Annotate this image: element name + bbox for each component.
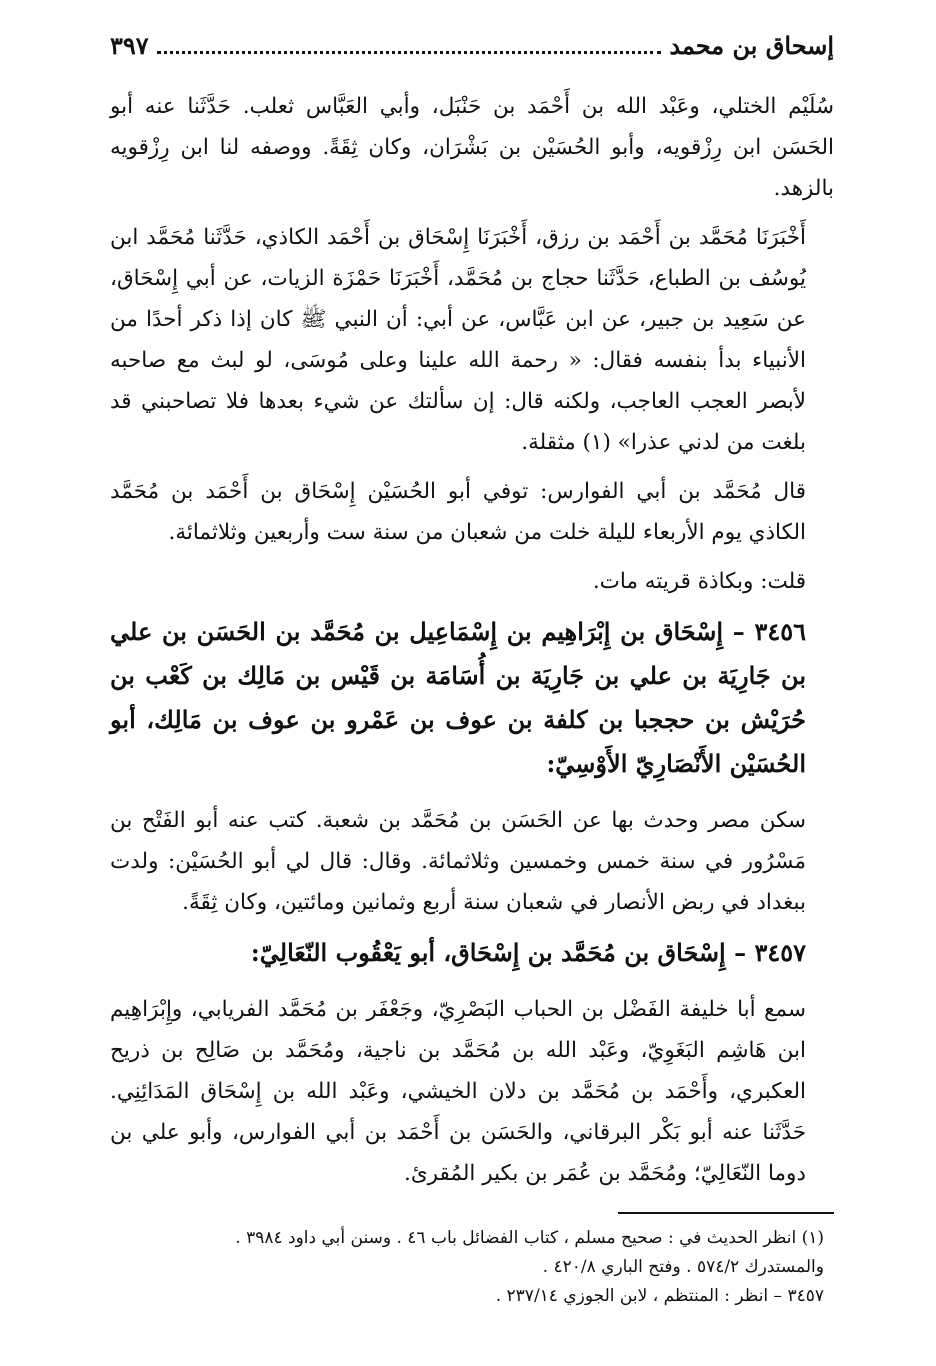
footnotes bbox=[110, 1224, 834, 1311]
page-number: ٣٩٧ bbox=[110, 31, 149, 60]
entry-heading-3456 bbox=[110, 610, 834, 786]
paragraph-2: أَخْبَرَنَا مُحَمَّد بن أَحْمَد بن رزق، أَخْبَرَنَا إِسْحَاق بن أَحْمَد الكاذي، حَدَّثَنا مُحَمَّد ابن يُوسُف بن الطباع، حَدَّثَنا حجاج بن مُحَمَّد، أَخْبَرَنَا حَمْزَة الزيات، عن أبي إِسْحَاق، عن سَعِيد بن جبير، عن ابن عَبَّاس، عن أبي: أن النبي ﷺ كان إذا ذكر أحدًا من الأنبياء بدأ بنفسه فقال: « رحمة الله علينا وعلى مُوسَى، لو لبث مع صاحبه لأبصر العجب العاجب، ولكنه قال: إن سألتك عن شيء بعدها فلا تصاحبني قد بلغت من لدني عذرا» (١) مثقلة. bbox=[110, 225, 806, 455]
main-text bbox=[110, 86, 834, 1194]
entry-title-3456: إِسْحَاق بن إِبْرَاهِيم بن إِسْمَاعِيل بن مُحَمَّد بن الحَسَن بن علي بن جَارِيَة بن علي بن جَارِيَة بن أُسَامَة بن قَيْس بن مَالِك بن كَعْب بن حُرَيْش بن حججبا بن كلفة بن عوف بن عَمْرو بن عوف بن مَالِك، أبو الحُسَيْن الأَنْصَارِيّ الأَوْسِيّ: bbox=[110, 617, 806, 778]
book-page bbox=[110, 28, 834, 1311]
header-dot-leader bbox=[157, 51, 662, 54]
entry-number-3457: ٣٤٥٧ – bbox=[734, 938, 806, 967]
footnote-1 bbox=[110, 1224, 834, 1282]
paragraph-1: سُلَيْم الختلي، وعَبْد الله بن أَحْمَد بن حَنْبَل، وأبي العَبَّاس ثعلب. حَدَّثَنا عنه أبو الحَسَن ابن رِزْقويه، وأبو الحُسَيْن بن بَشْرَان، وكان ثِقَةً. ووصفه لنا ابن رِزْقويه بالزهد. bbox=[110, 94, 834, 201]
footnote-1-line-1: (١) انظر الحديث في : صحيح مسلم ، كتاب الفضائل باب ٤٦ . وسنن أبي داود ٣٩٨٤ . bbox=[235, 1228, 824, 1248]
footnote-1-line-2: والمستدرك ٥٧٤/٢ . وفتح الباري ٤٢٠/٨ . bbox=[542, 1257, 824, 1277]
running-header bbox=[110, 28, 834, 64]
paragraph-6: سمع أبا خليفة الفَضْل بن الحباب البَصْرِيّ، وجَعْفَر بن مُحَمَّد الفريابي، وإِبْرَاهِيم ابن هَاشِم البَغَوِيّ، وعَبْد الله بن مُحَمَّد بن ناجية، ومُحَمَّد بن صَالِح بن ذريح العكبري، وأَحْمَد بن مُحَمَّد بن دلان الخيشي، وعَبْد الله بن إِسْحَاق المَدَائِنِي. حَدَّثَنا عنه أبو بَكْر البرقاني، والحَسَن بن أَحْمَد بن أبي الفوارس، وأبو علي بن دوما النّعَالِيّ؛ ومُحَمَّد بن عُمَر بن بكير المُقرئ. bbox=[110, 997, 806, 1186]
running-title: إسحاق بن محمد bbox=[669, 31, 834, 60]
footnote-2-line: ٣٤٥٧ – انظر : المنتظم ، لابن الجوزي ٢٣٧/١٤ . bbox=[495, 1286, 824, 1306]
entry-title-3457: إِسْحَاق بن مُحَمَّد بن إِسْحَاق، أبو يَعْقُوب النّعَالِيّ: bbox=[250, 938, 726, 967]
footnote-separator bbox=[618, 1212, 834, 1214]
paragraph-3: قال مُحَمَّد بن أبي الفوارس: توفي أبو الحُسَيْن إِسْحَاق بن أَحْمَد بن مُحَمَّد الكاذي يوم الأربعاء لليلة خلت من شعبان من سنة ست وأربعين وثلاثمائة. bbox=[110, 479, 806, 545]
paragraph-5: سكن مصر وحدث بها عن الحَسَن بن مُحَمَّد بن شعبة. كتب عنه أبو الفَتْح بن مَسْرُور في سنة خمس وخمسين وثلاثمائة. وقال: قال لي أبو الحُسَيْن: ولدت ببغداد في ربض الأنصار في شعبان سنة أربع وثمانين ومائتين، وكان ثِقَةً. bbox=[110, 808, 806, 915]
entry-number-3456: ٣٤٥٦ – bbox=[732, 617, 806, 646]
footnote-2 bbox=[110, 1282, 834, 1311]
paragraph-4: قلت: وبكاذة قريته مات. bbox=[592, 569, 806, 594]
entry-heading-3457 bbox=[110, 931, 834, 975]
